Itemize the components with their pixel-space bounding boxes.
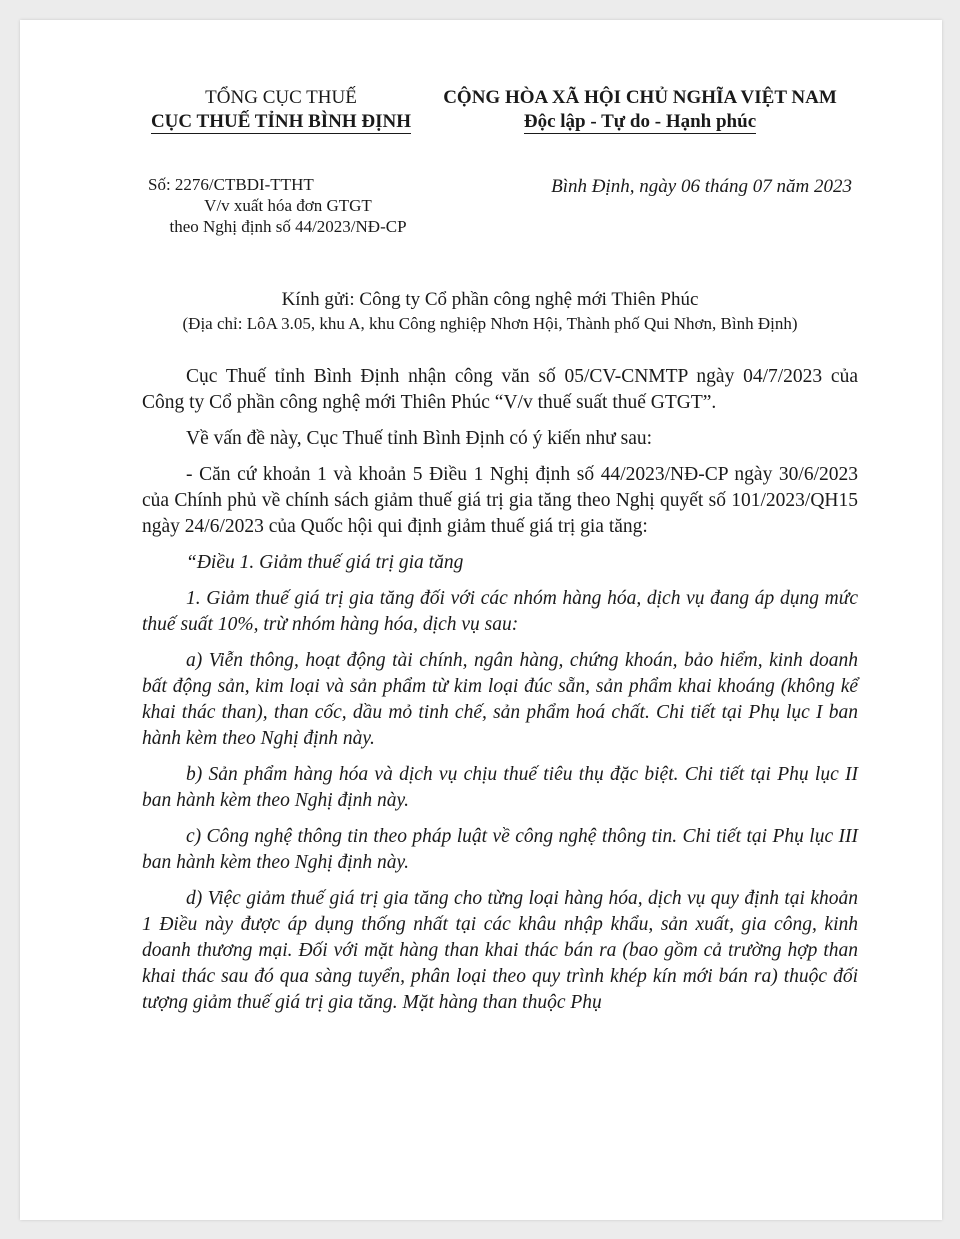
paragraph-item-b: b) Sản phẩm hàng hóa và dịch vụ chịu thuế tiêu thụ đặc biệt. Chi tiết tại Phụ lục II ban hành kèm theo Nghị định này. (142, 764, 858, 811)
issuing-agency (135, 86, 427, 134)
nation-name: CỘNG HÒA XÃ HỘI CHỦ NGHĨA VIỆT NAM (443, 87, 837, 108)
paragraph-opinion: Về vấn đề này, Cục Thuế tỉnh Bình Định có ý kiến như sau: (186, 428, 653, 449)
recipient-address: (Địa chỉ: LôA 3.05, khu A, khu Công nghiệp Nhơn Hội, Thành phố Qui Nhơn, Bình Định) (182, 314, 798, 333)
paragraph-article-title: “Điều 1. Giảm thuế giá trị gia tăng (186, 552, 464, 573)
recipient-block (120, 288, 860, 336)
subject-line-1: V/v xuất hóa đơn GTGT (204, 196, 372, 215)
agency-name: CỤC THUẾ TỈNH BÌNH ĐỊNH (150, 111, 412, 132)
paragraph-clause-1: 1. Giảm thuế giá trị gia tăng đối với các nhóm hàng hóa, dịch vụ đang áp dụng mức thuế suất 10%, trừ nhóm hàng hóa, dịch vụ sau: (142, 588, 858, 635)
paragraph-legal-basis: - Căn cứ khoản 1 và khoản 5 Điều 1 Nghị định số 44/2023/NĐ-CP ngày 30/6/2023 của Chính phủ về chính sách giảm thuế giá trị gia tăng theo Nghị quyết số 101/2023/QH15 ngày 24/6/2023 của Quốc hội qui định giảm thuế giá trị gia tăng: (142, 464, 858, 537)
document-subject (148, 195, 428, 237)
parent-agency: TỔNG CỤC THUẾ (205, 87, 357, 108)
recipient-to: Kính gửi: Công ty Cổ phần công nghệ mới Thiên Phúc (281, 289, 699, 310)
national-heading (428, 86, 852, 134)
paragraph-receipt: Cục Thuế tỉnh Bình Định nhận công văn số 05/CV-CNMTP ngày 04/7/2023 của Công ty Cổ phần công nghệ mới Thiên Phúc “V/v thuế suất thuế GTGT”. (142, 366, 858, 413)
document-body (142, 364, 858, 1026)
document-number: Số: 2276/CTBDI-TTHT (148, 175, 314, 194)
subject-line-2: theo Nghị định số 44/2023/NĐ-CP (169, 217, 407, 236)
national-motto: Độc lập - Tự do - Hạnh phúc (523, 111, 757, 132)
document-date: Bình Định, ngày 06 tháng 07 năm 2023 (551, 176, 852, 197)
paragraph-item-c: c) Công nghệ thông tin theo pháp luật về công nghệ thông tin. Chi tiết tại Phụ lục III ban hành kèm theo Nghị định này. (142, 826, 858, 873)
paragraph-item-a: a) Viễn thông, hoạt động tài chính, ngân hàng, chứng khoán, bảo hiểm, kinh doanh bất động sản, kim loại và sản phẩm từ kim loại đúc sẵn, sản phẩm khai khoáng (không kể khai thác than), than cốc, dầu mỏ tinh chế, sản phẩm hoá chất. Chi tiết tại Phụ lục I ban hành kèm theo Nghị định này. (142, 650, 858, 749)
paragraph-item-d: d) Việc giảm thuế giá trị gia tăng cho từng loại hàng hóa, dịch vụ quy định tại khoản 1 Điều này được áp dụng thống nhất tại các khâu nhập khẩu, sản xuất, gia công, kinh doanh thương mại. Đối với mặt hàng than khai thác bán ra (bao gồm cả trường hợp than khai thác sau đó qua sàng tuyển, phân loại theo quy trình khép kín mới bán ra) thuộc đối tượng giảm thuế giá trị gia tăng. Mặt hàng than thuộc Phụ (142, 888, 858, 1013)
